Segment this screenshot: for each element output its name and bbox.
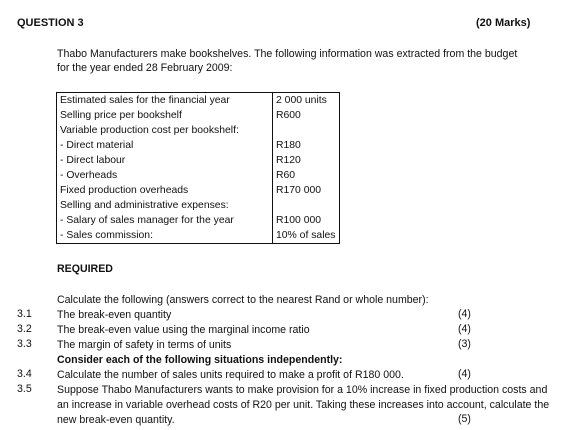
item-text: The margin of safety in terms of units [57,339,232,351]
table-row [57,183,340,198]
table-row [57,108,340,123]
row-value [273,198,340,213]
row-value: R60 [273,168,340,183]
row-value: R120 [273,153,340,168]
row-value: R180 [273,138,340,153]
row-label: Selling price per bookshelf [57,108,273,123]
question-title: QUESTION 3 [17,17,84,29]
row-value: R100 000 [273,213,340,228]
item-marks: (4) [458,323,471,335]
row-label: - Direct labour [57,153,273,168]
item-number: 3.4 [17,368,32,380]
item-number: 3.3 [17,338,32,350]
item-text-line-3: new break-even quantity. [57,414,175,426]
item-marks: (3) [458,338,471,350]
row-label: Variable production cost per bookshelf: [57,123,273,138]
row-label: Estimated sales for the financial year [57,93,273,109]
table-row [57,168,340,183]
total-marks: (20 Marks) [476,17,531,29]
item-number: 3.2 [17,323,32,335]
row-value: R170 000 [273,183,340,198]
table-row [57,198,340,213]
row-value: 2 000 units [273,93,340,109]
item-marks: (4) [458,308,471,320]
row-label: - Direct material [57,138,273,153]
item-text: The break-even quantity [57,309,172,321]
row-label: - Salary of sales manager for the year [57,213,273,228]
consider-heading: Consider each of the following situations independently: [57,354,343,366]
row-label: - Overheads [57,168,273,183]
row-label: Fixed production overheads [57,183,273,198]
row-value: R600 [273,108,340,123]
intro-line-2: for the year ended 28 February 2009: [57,62,233,74]
row-label: - Sales commission: [57,228,273,244]
item-marks: (4) [458,368,471,380]
item-number: 3.5 [17,383,32,395]
item-text: The break-even value using the marginal income ratio [57,324,310,336]
row-value: 10% of sales [273,228,340,244]
table-row [57,138,340,153]
item-marks: (5) [458,413,471,425]
item-text-line-2: an increase in variable overhead costs of R20 per unit. Taking these increases into account, calculate the [57,399,550,411]
required-heading: REQUIRED [57,263,113,275]
row-label: Selling and administrative expenses: [57,198,273,213]
table-row [57,93,340,109]
item-text: Calculate the number of sales units required to make a profit of R180 000. [57,369,404,381]
table-row [57,153,340,168]
table-row [57,228,340,244]
row-value [273,123,340,138]
table-row [57,123,340,138]
intro-line-1: Thabo Manufacturers make bookshelves. The following information was extracted from the budget [57,48,518,60]
item-text-line-1: Suppose Thabo Manufacturers wants to make provision for a 10% increase in fixed production costs and [57,384,548,396]
table-row [57,213,340,228]
required-instruction: Calculate the following (answers correct to the nearest Rand or whole number): [57,294,429,306]
item-number: 3.1 [17,308,32,320]
budget-table [56,92,340,244]
